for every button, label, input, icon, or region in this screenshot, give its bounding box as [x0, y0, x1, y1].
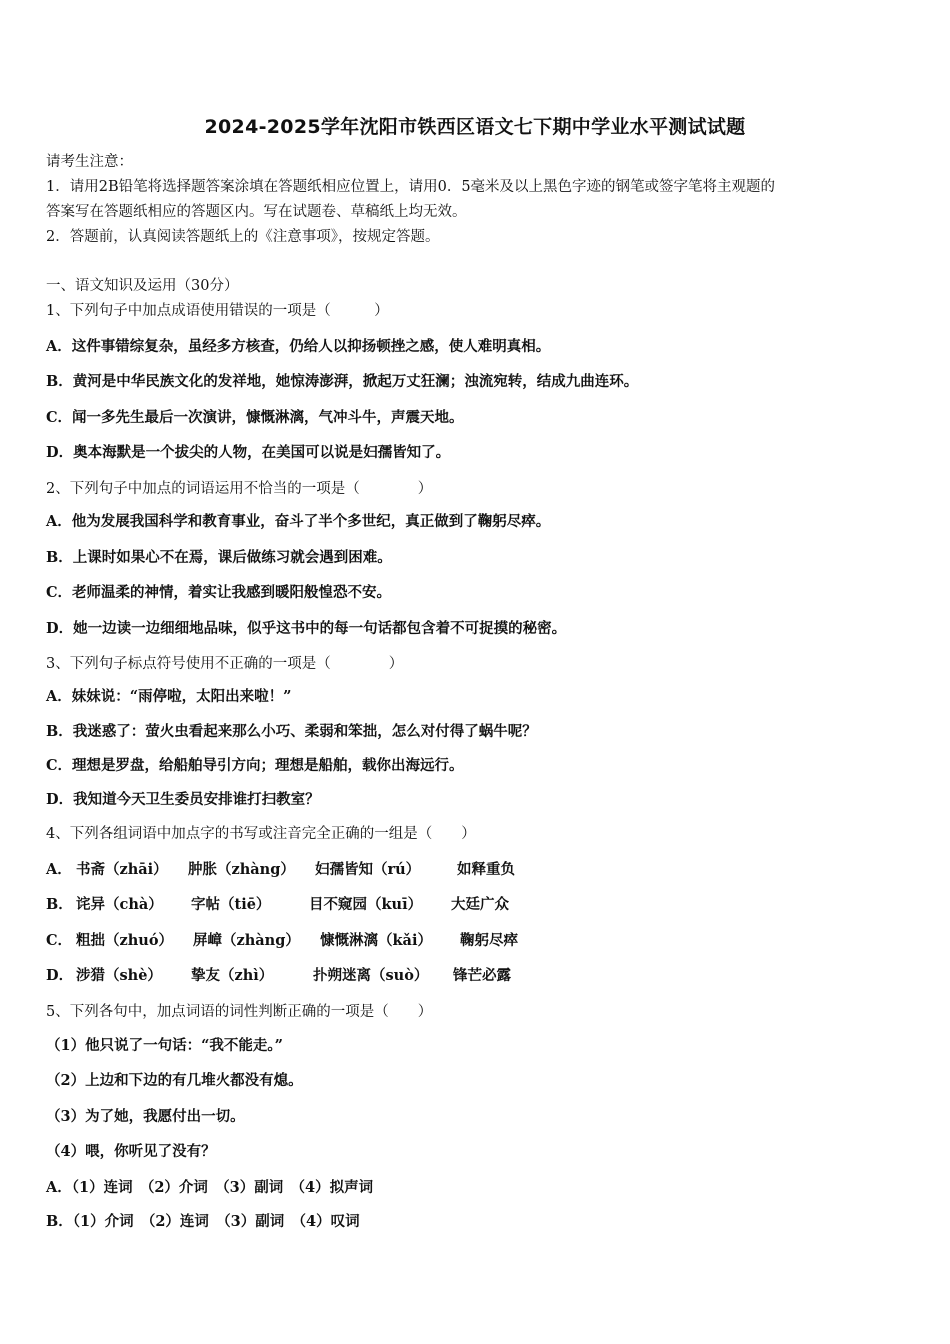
word-3: 妇孺皆知（rú）	[315, 861, 421, 878]
notice-heading: 请考生注意：	[46, 154, 133, 170]
question-3-option-a: A．妹妹说：“雨停啦，太阳出来啦！”	[46, 688, 292, 705]
notice-line-1: 1．请用2B铅笔将选择题答案涂填在答题纸相应位置上，请用0．5毫米及以上黑色字迹的钢笔或签字笔将主观题的	[46, 179, 776, 195]
question-4-option-a	[46, 860, 515, 880]
section-heading: 一、语文知识及运用（30分）	[46, 278, 239, 294]
question-4-option-b	[46, 895, 509, 915]
word-4: 如释重负	[457, 861, 515, 878]
word-4: 大廷广众	[451, 896, 509, 913]
question-4-option-c	[46, 931, 518, 951]
question-1-option-c: C．闻一多先生最后一次演讲，慷慨淋漓，气冲斗牛，声震天地。	[46, 409, 464, 426]
question-2-stem: 2、下列句子中加点的词语运用不恰当的一项是（ ）	[46, 481, 433, 497]
word-3: 目不窥园（kuī）	[309, 896, 423, 913]
question-5-option-a: A．（1）连词 （2）介词 （3）副词 （4）拟声词	[46, 1179, 374, 1196]
option-label: B．	[46, 896, 73, 913]
question-4-stem: 4、下列各组词语中加点字的书写或注音完全正确的一组是（ ）	[46, 826, 476, 842]
question-5-sentence-2: （2）上边和下边的有几堆火都没有熄。	[46, 1072, 303, 1089]
question-3-option-d: D．我知道今天卫生委员安排谁打扫教室？	[46, 791, 320, 808]
question-5-sentence-3: （3）为了她，我愿付出一切。	[46, 1108, 245, 1125]
page-title: 2024-2025学年沈阳市铁西区语文七下期中学业水平测试试题	[204, 116, 746, 138]
question-5-sentence-4: （4）喂，你听见了没有？	[46, 1143, 216, 1160]
question-1-option-b: B．黄河是中华民族文化的发祥地，她惊涛澎湃，掀起万丈狂澜；浊流宛转，结成九曲连环。	[46, 373, 639, 390]
word-2: 字帖（tiē）	[191, 896, 271, 913]
word-3: 慷慨淋漓（kǎi）	[320, 932, 432, 949]
notice-line-2: 答案写在答题纸相应的答题区内。写在试题卷、草稿纸上均无效。	[46, 204, 467, 220]
option-label: A．	[46, 861, 72, 878]
question-5-sentence-1: （1）他只说了一句话：“我不能走。”	[46, 1037, 284, 1054]
word-4: 锋芒必露	[453, 967, 511, 984]
notice-line-3: 2．答题前，认真阅读答题纸上的《注意事项》，按规定答题。	[46, 229, 440, 245]
word-4: 鞠躬尽瘁	[460, 932, 518, 949]
question-1-option-d: D．奥本海默是一个拔尖的人物，在美国可以说是妇孺皆知了。	[46, 444, 451, 461]
word-2: 肿胀（zhàng）	[188, 861, 295, 878]
question-3-stem: 3、下列句子标点符号使用不正确的一项是（ ）	[46, 656, 404, 672]
word-1: 涉猎（shè）	[76, 967, 162, 984]
question-2-option-c: C．老师温柔的神情，着实让我感到暖阳般惶恐不安。	[46, 584, 392, 601]
option-label: D．	[46, 967, 74, 984]
question-5-option-b: B．（1）介词 （2）连词 （3）副词 （4）叹词	[46, 1213, 360, 1230]
question-3-option-c: C．理想是罗盘，给船舶导引方向；理想是船舶，载你出海远行。	[46, 757, 464, 774]
question-2-option-b: B．上课时如果心不在焉，课后做练习就会遇到困难。	[46, 549, 392, 566]
question-2-option-a: A．他为发展我国科学和教育事业，奋斗了半个多世纪，真正做到了鞠躬尽瘁。	[46, 513, 551, 530]
word-2: 挚友（zhì）	[191, 967, 274, 984]
question-1-option-a: A．这件事错综复杂，虽经多方核查，仍给人以抑扬顿挫之感，使人难明真相。	[46, 338, 551, 355]
question-5-stem: 5、下列各句中，加点词语的词性判断正确的一项是（ ）	[46, 1004, 433, 1020]
word-1: 粗拙（zhuó）	[76, 932, 173, 949]
option-label: C．	[46, 932, 73, 949]
question-2-option-d: D．她一边读一边细细地品味，似乎这书中的每一句话都包含着不可捉摸的秘密。	[46, 620, 567, 637]
word-1: 诧异（chà）	[76, 896, 163, 913]
word-1: 书斋（zhāi）	[76, 861, 168, 878]
question-1-stem: 1、下列句子中加点成语使用错误的一项是（ ）	[46, 303, 389, 319]
question-3-option-b: B．我迷惑了：萤火虫看起来那么小巧、柔弱和笨拙，怎么对付得了蜗牛呢？	[46, 723, 537, 740]
word-3: 扑朔迷离（suò）	[313, 967, 429, 984]
word-2: 屏嶂（zhàng）	[193, 932, 300, 949]
question-4-option-d	[46, 966, 511, 986]
